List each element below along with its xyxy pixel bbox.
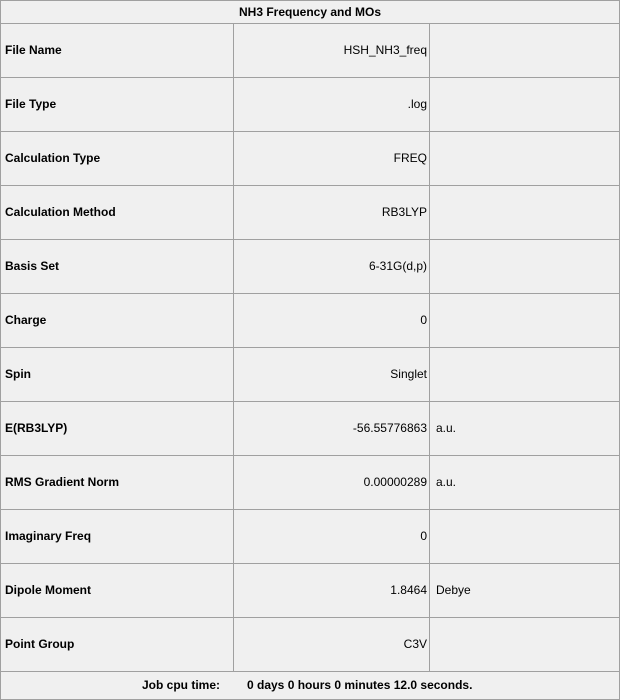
row-unit: a.u.: [436, 475, 457, 489]
table-row: [1, 348, 619, 402]
table-row: [1, 24, 619, 78]
row-label: Calculation Method: [1, 186, 234, 239]
table-row: [1, 456, 619, 510]
row-unit: [430, 348, 619, 401]
row-value: .log: [234, 78, 430, 131]
row-unit: [430, 618, 619, 671]
table-row: [1, 564, 619, 618]
row-label: File Type: [1, 78, 234, 131]
job-cpu-time-footer: [1, 672, 619, 699]
row-value: 0: [234, 294, 430, 347]
row-value: -56.55776863: [234, 402, 430, 455]
row-value: C3V: [234, 618, 430, 671]
row-unit: [430, 24, 619, 77]
row-label: Dipole Moment: [1, 564, 234, 617]
job-cpu-time-value: 0 days 0 hours 0 minutes 12.0 seconds.: [247, 678, 473, 692]
row-value: 0: [234, 510, 430, 563]
row-unit: a.u.: [436, 421, 457, 435]
row-value: 0.00000289: [234, 456, 430, 509]
properties-table: [1, 24, 619, 672]
row-label: Imaginary Freq: [1, 510, 234, 563]
row-label: E(RB3LYP): [1, 402, 234, 455]
job-cpu-time-label: Job cpu time:: [142, 678, 221, 692]
row-unit: [430, 78, 619, 131]
row-unit: Debye: [436, 583, 471, 597]
row-unit: [430, 510, 619, 563]
row-label: Basis Set: [1, 240, 234, 293]
row-unit: [430, 186, 619, 239]
row-label: RMS Gradient Norm: [1, 456, 234, 509]
row-value: 1.8464: [234, 564, 430, 617]
row-value: HSH_NH3_freq: [234, 24, 430, 77]
row-label: File Name: [1, 24, 234, 77]
table-row: [1, 132, 619, 186]
table-row: [1, 402, 619, 456]
table-row: [1, 294, 619, 348]
row-value: Singlet: [234, 348, 430, 401]
table-row: [1, 618, 619, 672]
row-label: Calculation Type: [1, 132, 234, 185]
row-unit: [430, 294, 619, 347]
row-value: 6-31G(d,p): [234, 240, 430, 293]
panel-title: NH3 Frequency and MOs: [1, 1, 619, 24]
row-label: Point Group: [1, 618, 234, 671]
row-unit: [430, 132, 619, 185]
table-row: [1, 510, 619, 564]
table-row: [1, 186, 619, 240]
table-row: [1, 240, 619, 294]
table-row: [1, 78, 619, 132]
row-unit: [430, 240, 619, 293]
row-value: RB3LYP: [234, 186, 430, 239]
row-value: FREQ: [234, 132, 430, 185]
row-label: Charge: [1, 294, 234, 347]
row-label: Spin: [1, 348, 234, 401]
